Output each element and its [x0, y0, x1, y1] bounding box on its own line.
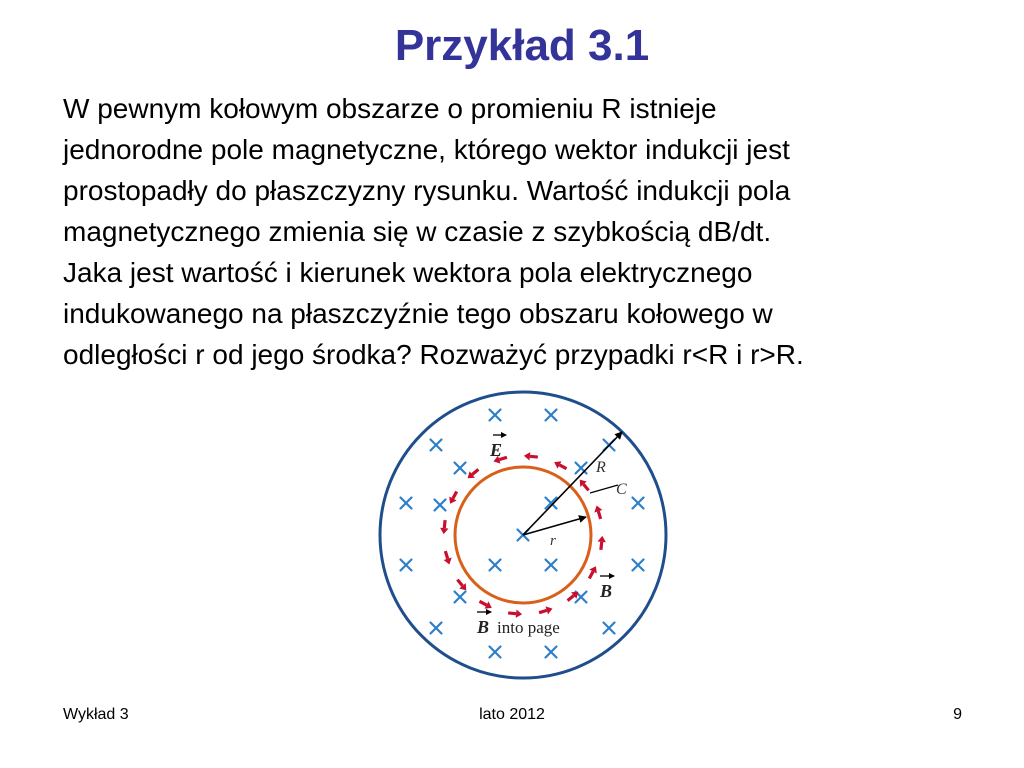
induction-diagram-svg: [378, 390, 668, 680]
text-line: magnetycznego zmienia się w czasie z szybkością dB/dt.: [63, 216, 772, 247]
label-R: R: [596, 459, 606, 476]
text-line: odległości r od jego środka? Rozważyć przypadki r<R i r>R.: [63, 339, 804, 370]
label-C: C: [616, 481, 627, 498]
label-r: r: [550, 533, 556, 549]
slide-title: Przykład 3.1: [394, 21, 650, 70]
footer-lecture: Wykład 3: [63, 706, 129, 723]
label-B: B: [600, 581, 613, 601]
text-line: W pewnym kołowym obszarze o promieniu R istnieje: [63, 93, 717, 124]
text-line: prostopadły do płaszczyzny rysunku. Wartość indukcji pola: [63, 175, 791, 206]
text-line: jednorodne pole magnetyczne, którego wektor indukcji jest: [63, 134, 790, 165]
problem-text: [63, 88, 983, 375]
text-line: indukowanego na płaszczyźnie tego obszaru kołowego w: [63, 298, 773, 329]
label-E: E: [490, 440, 503, 460]
footer-semester: lato 2012: [479, 706, 545, 723]
text-line: Jaka jest wartość i kierunek wektora pola elektrycznego: [63, 257, 753, 288]
legend-b-symbol: B: [477, 617, 490, 637]
legend-text: into page: [497, 618, 560, 637]
footer-page-number: 9: [953, 706, 962, 723]
induction-diagram: [378, 390, 668, 680]
